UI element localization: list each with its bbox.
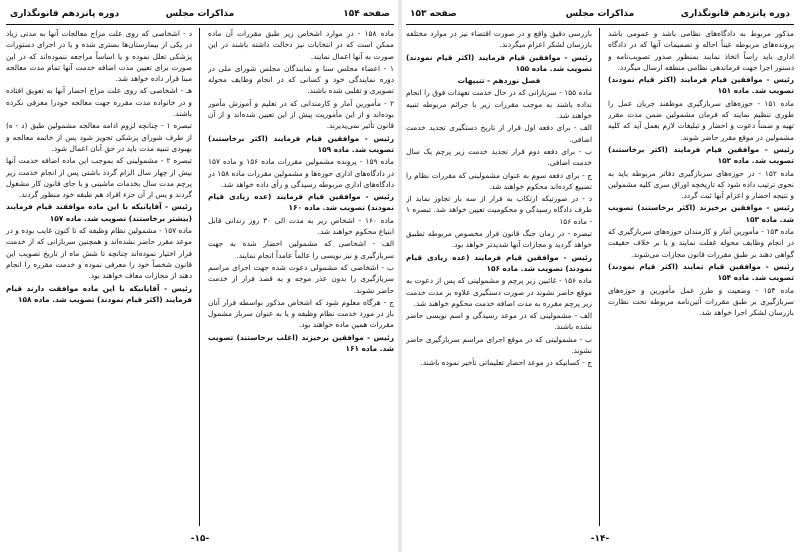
paragraph: ماده ۱۵۳ - مأمورین آمار و کارمندان حوزه‌های سربازگیری که در انجام وظایف محوله غفلت نمایند و یا بر خلاف حقیقت گواهی دهند بر طبق مقررات قانون مجازات می‌شوند. [608, 227, 794, 259]
paragraph: د - در صورتیکه ارتکاب به فرار از سه بار تجاوز نماید از طرف دادگاه رسیدگی و محکومیت تعیین خواهد شد. تبصره ۱ - ماده ۱۵۶ [406, 194, 592, 226]
paragraph: رئیس - موافقین قیام فرمایند (اکثر قیام نمودند) تصویب شد. ماده ۱۵۵ [406, 52, 592, 73]
page-footer-number: -۱۵- [190, 534, 210, 544]
page-footer-number: -۱۴- [590, 534, 610, 544]
paragraph: رئیس - موافقین قیام نمایند (اکثر قیام نمودند) تصویب شد. ماده ۱۵۴ [608, 261, 794, 283]
paragraph: الف - مشمولینی که در موعد رسیدگی و اسم نویسی حاضر نشده باشند. [406, 311, 592, 332]
paragraph: رئیس - موافقین قیام فرمایند (اکثر برخاستند) تصویب شد. ماده ۱۵۲ [608, 144, 794, 166]
paragraph: ۲ - مأمورین آمار و کارمندانی که در تعلیم و آموزش مأمور بوده‌اند و از این مأموریت پیش از این تعیین شده‌اند و از آن قانون تأثیر نمی‌پذیرند. [208, 98, 394, 131]
paragraph: هـ - اشخاصی که روی علت مزاج احضار آنها به تعویق افتاده و در خانواده مدت مقرره جهت معالجه خودرا معرفی نکرده باشند. [6, 86, 192, 119]
paragraph: تبصره ۱ - چنانچه لزوم ادامه معالجه مشمولین طبق (د - ه) از طرف شورای پزشکی تجویز شود پس از خاتمه معالجه و بهبودی تنبیه مدت باید در حق آنان اعمال شود. [6, 121, 192, 153]
paragraph: ۱ - اعضاء مجلس سنا و نمایندگان مجلس شورای ملی در دوره نمایندگی خود و کسانی که در انجام وظایف محوله تصویری و تقلبی شده باشند. [208, 63, 394, 96]
paragraph: رئیس - آقایانیکه با این ماده موافقند قیام فرمایند (بیشتر برخاستند) تصویب شد. ماده ۱۵۷ [6, 202, 192, 223]
column-divider [599, 28, 600, 526]
paragraph: ماده ۱۵۲ - در حوزه‌های سربازگیری دفاتر مربوطه باید به نحوی ترتیب داده شود که تاریخچه اوراق سری کلیه مشمولین و نتیجه احضار و اعزام آنها ثبت گردد. [608, 168, 794, 201]
column-left [406, 28, 592, 526]
book-gutter [398, 0, 402, 552]
column-divider [199, 28, 200, 526]
paragraph: ماده ۱۶۰ - اشخاص زیر به مدت الی ۳۰ روز زندانی قابل ابتیاع محکوم خواهند شد. [208, 215, 394, 237]
paragraph: ماده ۱۵۵ - سربازانی که در حال خدمت تعهدات فوق را انجام نداده باشند به موجب مقررات زیر با جرائم مربوطه تنبیه خواهند شد. [406, 88, 592, 121]
paragraph: الف - برای دفعه اول قرار از تاریخ دستگیری تجدید خدمت اضافی. [406, 123, 592, 144]
paragraph: ماده ۱۵۴ - وضعیت و طرز عمل مأمورین و حوزه‌های سربازگیری بر طبق مقررات آئین‌نامه مربوطه تحت نظارت بازرسان لشکر اجرا خواهد شد. [608, 285, 794, 318]
paragraph: فصل نوزدهم - تنبیهات [457, 76, 541, 86]
paragraph: ماده ۱۵۷ - مشمولین نظام وظیفه که تا کنون غایب بوده و در موعد مقرر حاضر نشده‌اند و همچنین سربازانی که از خدمت فرار اختیار نموده‌اند چنانچه تا شش ماه از تاریخ تصویب این قانون شخصاً خود را معرفی نموده و خدمت مقرره را انجام دهند از مجازات معاف خواهند بود. [6, 226, 192, 281]
paragraph: رئیس - موافقین قیام فرمایند (اکثر برخاستند) تصویب شد. ماده ۱۵۹ [208, 133, 394, 154]
paragraph: رئیس - موافقین قیام فرمایند (عده زیادی قیام نمودند) تصویب شد. ماده ۱۶۰ [208, 192, 394, 213]
paragraph: ماده ۱۵۱ - حوزه‌های سربازگیری موظفند جریان عمل را طوری تنظیم نمایند که فرمان مشمولین ضمن مدت مقرر تهیه و ضمناً دعوت و احضار و تبلیغات لازم بعمل آید که کلیه مشمولین در موقع مقرر حاضر شوند. [608, 98, 794, 142]
paragraph: ب - برای دفعه دوم قرار تجدید خدمت زیر پرچم یک سال خدمت اضافی. [406, 146, 592, 168]
paragraph: ج - برای دفعه سوم به عنوان مشمولینی که مقررات نظام را تضییع کرده‌اند محکوم خواهند شد. [406, 170, 592, 191]
right-page [406, 6, 794, 546]
paragraph: ج - هرگاه معلوم شود که اشخاص مذکور بواسطه فرار آنان باز در مورد خدمت نظام وظیفه و یا به عنوان سرباز مشمول مقررات همین ماده خواهند بود. [208, 297, 394, 330]
session-label: دوره پانزدهم قانونگذاری [680, 9, 790, 19]
paragraph: تبصره - در زمان جنگ قانون فرار مخصوص مربوطه تطبیق خواهد گردید و مجازات آنها شدیدتر خواهد بود. [406, 229, 592, 250]
paragraph: ب - مشمولینی که در موقع اجرای مراسم سربازگیری حاضر نشوند. [406, 334, 592, 356]
page-number-label: صفحه ۱۵۳ [410, 9, 457, 19]
left-page [6, 6, 394, 546]
paragraph: ماده ۱۵۶ - غائبین زیر پرچم و مشمولینی که پس از دعوت به موقع حاضر نشوند در صورت دستگیری علاوه بر مدت خدمت زیر پرچم مقرره به مدت اضافه خدمت محکوم خواهند شد. [406, 276, 592, 308]
text-columns [6, 28, 394, 526]
paragraph: رئیس - موافقین قیام فرمایند (عده زیادی قیام نمودند) تصویب شد. ماده ۱۵۶ [406, 252, 592, 273]
paragraph: ماده ۱۵۹ - پرونده مشمولین مقررات ماده ۱۵۶ و ماده ۱۵۷ در دادگاه‌های اداری حوزه‌ها و مشمولین مقررات ماده ۱۵۸ در دادگاه‌های اداری مربوطه رسیدگی و رأی داده خواهد شد. [208, 157, 394, 189]
paragraph: رئیس - آقایانیکه با این ماده موافقت دارند قیام فرمایند (اکثر قیام نمودند) تصویب شد. ماده ۱۵۸ [6, 283, 192, 304]
paragraph: ب - اشخاصی که مشمولی دعوت شده جهت اجرای مراسم سربازگیری را بدون عذر موجه و به قصد فرار از خدمت حاضر نشوند. [208, 262, 394, 295]
column-left [6, 28, 192, 526]
text-columns [406, 28, 794, 526]
paragraph: ج - کسانیکه در موعد احضار تعلیماتی تأخیر نموده باشند. [420, 358, 592, 368]
page-title: مذاکرات مجلس [165, 9, 235, 19]
page-number-label: صفحه ۱۵۴ [343, 9, 390, 19]
column-right [608, 28, 794, 526]
paragraph: الف - اشخاصی که مشمولین احضار شده به جهت سربازگیری و نیز نویسی را عالماً عامداً انجام نمایند. [208, 239, 394, 260]
paragraph: بازرسی دقیق واقع و در صورت اقتضاء نیز در موارد مختلفه بازرسان لشکر اعزام میگردند. [406, 29, 592, 50]
paragraph: تبصره ۲ - مشمولینی که بموجب این ماده اضافه خدمت آنها بیش از چهار سال الزام گردد باشتی پس از انجام خدمت زیر پرچم مدت سال بخدمات ماشینی و یا جای قانون کار مشغول گردند و پس از آن جزء افراد هم طبقه خود منظور گردند. [6, 156, 192, 200]
paragraph: د - اشخاصی که روی علت مزاج معالجات آنها به مدتی زیاد در یکی از بیمارستان‌ها بستری شده و یا در اجرای دستورات پزشکی تعلل نموده و یا اساساً مراجعه ننموده‌اند که در این صورت برای تعیین مدت اضافه خدمت آنها تمام مدت معالجه مبنا قرار داده خواهد شد. [6, 29, 192, 84]
page-header [406, 6, 794, 25]
paragraph: مذکور مربوط به دادگاه‌های نظامی باشد و عمومی باشد پرونده‌های مربوطه عیناً احاله و تصمیمات آنها که در دادگاه اداری باید راساً اتخاذ نمایند بمنظور صدور تصویب‌نامه و دستور اجرا جهت فرماندهی نظامی منطقه ارسال میگردد. [608, 29, 794, 72]
paragraph: ماده ۱۵۸ - در موارد اشخاص زیر طبق مقررات آن ماده ممکن است که در انتخابات نیز دخالت داشته باشند در این صورت به آنها اعمال نمایند. [208, 29, 394, 61]
paragraph: رئیس - موافقین برخیزند (اغلب برخاستند) تصویب شد. ماده ۱۶۱ [208, 332, 394, 354]
column-right [208, 28, 394, 526]
paragraph: رئیس - موافقین قیام فرمایند (اکثر قیام نمودند) تصویب شد. ماده ۱۵۱ [608, 75, 794, 96]
session-label: دوره پانزدهم قانونگذاری [10, 9, 120, 19]
paragraph: رئیس - موافقین برخیزند (اکثر برخاستند) تصویب شد. ماده ۱۵۳ [608, 203, 794, 224]
page-header [6, 6, 394, 25]
page-title: مذاکرات مجلس [565, 9, 635, 19]
